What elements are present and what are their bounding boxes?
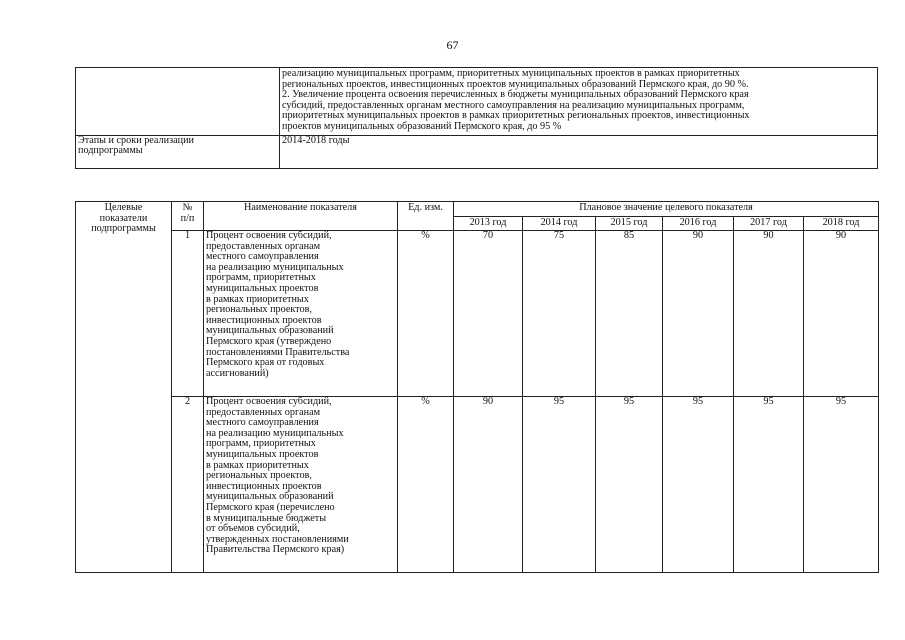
- row-unit: %: [398, 397, 454, 573]
- stages-value-cell: 2014-2018 годы: [280, 135, 878, 168]
- row-name-line: Пермского края от годовых: [206, 357, 325, 369]
- header-num: [172, 202, 204, 231]
- row-value: 70: [454, 231, 523, 397]
- row-name-line: в муниципальные бюджеты: [206, 512, 327, 524]
- header-planned: Плановое значение целевого показателя: [454, 202, 879, 217]
- goals-line: региональных проектов, инвестиционных проектов муниципальных образований Пермского края, до 90 %.: [282, 78, 749, 90]
- row-name-line: постановлениями Правительства: [206, 346, 350, 358]
- row-name-line: программ, приоритетных: [206, 438, 316, 450]
- row-name-line: Пермского края (перечислено: [206, 501, 335, 513]
- table-row: [76, 397, 879, 573]
- header-num-line: п/п: [180, 212, 195, 224]
- section-label-line: подпрограммы: [91, 223, 156, 235]
- row-name-line: муниципальных образований: [206, 325, 334, 337]
- row-name-line: предоставленных органам: [206, 240, 321, 252]
- header-year: 2014 год: [523, 217, 596, 231]
- goals-table: [75, 67, 878, 169]
- header-year: 2015 год: [596, 217, 663, 231]
- row-unit: %: [398, 231, 454, 397]
- row-value: 95: [663, 397, 734, 573]
- header-year: 2016 год: [663, 217, 734, 231]
- row-name-line: в рамках приоритетных: [206, 293, 309, 305]
- goals-row: [76, 68, 878, 136]
- row-value: 85: [596, 231, 663, 397]
- page-number: 67: [446, 38, 459, 52]
- header-name: Наименование показателя: [204, 202, 398, 231]
- row-name: [204, 397, 398, 573]
- row-value: 90: [734, 231, 804, 397]
- header-unit: Ед. изм.: [398, 202, 454, 231]
- row-name-line: Процент освоения субсидий,: [206, 396, 332, 407]
- indicators-table: [75, 201, 879, 573]
- row-name-line: Правительства Пермского края): [206, 544, 345, 556]
- table-row: [76, 231, 879, 397]
- row-name-line: инвестиционных проектов: [206, 480, 322, 492]
- goals-line: 2. Увеличение процента освоения перечисленных в бюджеты муниципальных образований Пермского края: [282, 89, 749, 101]
- row-value: 95: [734, 397, 804, 573]
- stages-label-line: Этапы и сроки реализации: [78, 134, 194, 146]
- goals-line: субсидий, предоставленных органам местного самоуправления на реализацию муниципальных программ,: [282, 99, 745, 111]
- row-name: [204, 231, 398, 397]
- stages-label-cell: [76, 135, 280, 168]
- header-num-line: №: [182, 202, 193, 213]
- goals-text-cell: [280, 68, 878, 136]
- row-name-line: предоставленных органам: [206, 406, 321, 418]
- goals-line: реализацию муниципальных программ, приоритетных муниципальных проектов в рамках приоритетных: [282, 68, 740, 79]
- row-name-line: муниципальных проектов: [206, 282, 319, 294]
- indicators-section-label: [76, 202, 172, 573]
- row-value: 95: [804, 397, 879, 573]
- row-name-line: в рамках приоритетных: [206, 459, 309, 471]
- row-name-line: местного самоуправления: [206, 251, 319, 263]
- row-name-line: муниципальных образований: [206, 491, 334, 503]
- header-row-top: [76, 202, 879, 217]
- row-value: 95: [523, 397, 596, 573]
- goals-line: проектов муниципальных образований Пермского края, до 95 %: [282, 120, 562, 132]
- row-name-line: на реализацию муниципальных: [206, 427, 344, 439]
- header-year: 2013 год: [454, 217, 523, 231]
- row-name-line: от объемов субсидий,: [206, 523, 300, 535]
- section-label-line: Целевые: [104, 202, 143, 213]
- goals-label-cell: [76, 68, 280, 136]
- row-name-line: региональных проектов,: [206, 304, 312, 316]
- row-name-line: ассигнований): [206, 367, 269, 379]
- row-value: 90: [454, 397, 523, 573]
- stages-label-line: подпрограммы: [78, 145, 143, 157]
- row-name-line: Пермского края (утверждено: [206, 335, 332, 347]
- row-num: 2: [172, 397, 204, 573]
- section-label-line: показатели: [99, 212, 148, 224]
- row-value: 90: [663, 231, 734, 397]
- row-value: 95: [596, 397, 663, 573]
- row-name-line: региональных проектов,: [206, 470, 312, 482]
- row-name-line: на реализацию муниципальных: [206, 261, 344, 273]
- header-year: 2017 год: [734, 217, 804, 231]
- stages-row: [76, 135, 878, 168]
- row-name-line: муниципальных проектов: [206, 448, 319, 460]
- row-num: 1: [172, 231, 204, 397]
- header-year: 2018 год: [804, 217, 879, 231]
- row-name-line: инвестиционных проектов: [206, 314, 322, 326]
- row-name-line: Процент освоения субсидий,: [206, 230, 332, 241]
- row-name-line: утвержденных постановлениями: [206, 533, 349, 545]
- row-name-line: программ, приоритетных: [206, 272, 316, 284]
- row-value: 75: [523, 231, 596, 397]
- row-name-line: местного самоуправления: [206, 417, 319, 429]
- goals-line: приоритетных муниципальных проектов в рамках приоритетных региональных проектов, инвестиционных: [282, 110, 750, 122]
- row-value: 90: [804, 231, 879, 397]
